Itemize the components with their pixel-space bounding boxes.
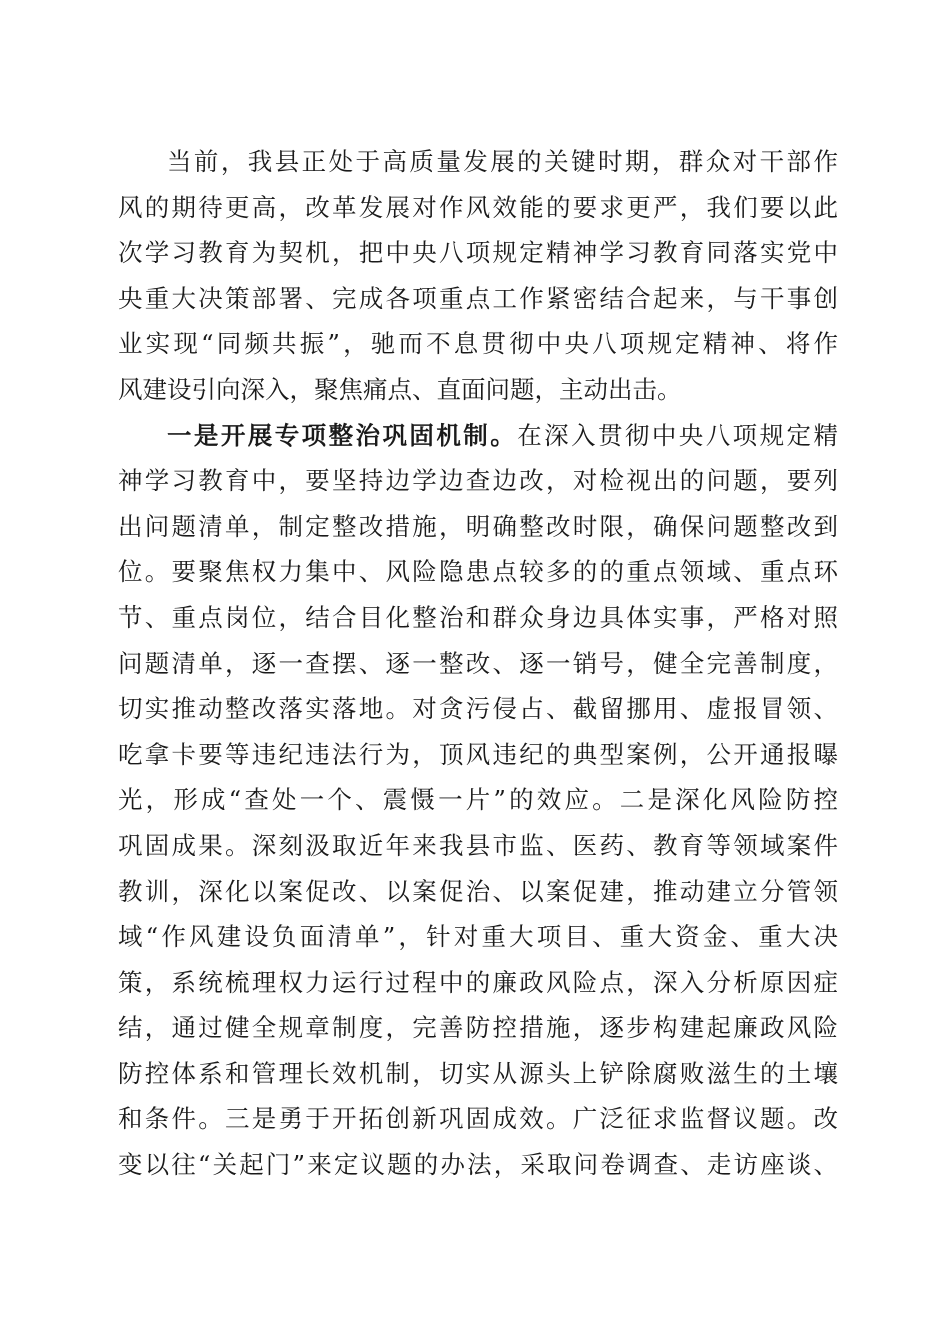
paragraph-2-line-2: 神学习教育中，要坚持边学边查边改，对检视出的问题，要列 <box>118 466 838 496</box>
paragraph-1-line-3: 次学习教育为契机，把中央八项规定精神学习教育同落实党中 <box>118 238 838 268</box>
paragraph-2-line-7: 切实推动整改落实落地。对贪污侵占、截留挪用、虚报冒领、 <box>118 694 838 724</box>
paragraph-1-line-1: 当前，我县正处于高质量发展的关键时期，群众对干部作 <box>167 147 838 176</box>
paragraph-2-line-16: 和条件。三是勇于开拓创新巩固成效。广泛征求监督议题。改 <box>118 1104 838 1134</box>
paragraph-2-lead-heading: 一是开展专项整治巩固机制。 <box>167 420 518 450</box>
document-body <box>118 139 838 1188</box>
paragraph-2-line-12: 域“作风建设负面清单”，针对重大项目、重大资金、重大决 <box>118 922 838 952</box>
paragraph-1-line-6: 风建设引向深入，聚焦痛点、直面问题，主动出击。 <box>118 374 682 404</box>
paragraph-2-line-3: 出问题清单，制定整改措施，明确整改时限，确保问题整改到 <box>118 511 838 541</box>
paragraph-2-line-10: 巩固成果。深刻汲取近年来我县市监、医药、教育等领域案件 <box>118 830 838 860</box>
paragraph-2-line-1 <box>118 413 838 459</box>
paragraph-1-line-5: 业实现“同频共振”，驰而不息贯彻中央八项规定精神、将作 <box>118 329 838 359</box>
paragraph-1-line-2: 风的期待更高，改革发展对作风效能的要求更严，我们要以此 <box>118 192 838 222</box>
paragraph-2-line-11: 教训，深化以案促改、以案促治、以案促建，推动建立分管领 <box>118 876 838 906</box>
paragraph-2-line-14: 结，通过健全规章制度，完善防控措施，逐步构建起廉政风险 <box>118 1013 838 1043</box>
paragraph-2-line-5: 节、重点岗位，结合目化整治和群众身边具体实事，严格对照 <box>118 602 838 632</box>
paragraph-2-line-6: 问题清单，逐一查摆、逐一整改、逐一销号，健全完善制度， <box>118 648 838 678</box>
paragraph-2-line-15: 防控体系和管理长效机制，切实从源头上铲除腐败滋生的土壤 <box>118 1058 838 1088</box>
paragraph-2-line-4: 位。要聚焦权力集中、风险隐患点较多的的重点领域、重点环 <box>118 557 838 587</box>
paragraph-2-line-17: 变以往“关起门”来定议题的办法，采取问卷调查、走访座谈、 <box>118 1150 838 1180</box>
paragraph-1-line-4: 央重大决策部署、完成各项重点工作紧密结合起来，与干事创 <box>118 283 838 313</box>
paragraph-2-lead-text: 在深入贯彻中央八项规定精 <box>517 420 838 450</box>
paragraph-2-line-13: 策，系统梳理权力运行过程中的廉政风险点，深入分析原因症 <box>118 967 838 997</box>
paragraph-2-line-9: 光，形成“查处一个、震慑一片”的效应。二是深化风险防控 <box>118 785 838 815</box>
paragraph-2-line-8: 吃拿卡要等违纪违法行为，顶风违纪的典型案例，公开通报曝 <box>118 739 838 769</box>
